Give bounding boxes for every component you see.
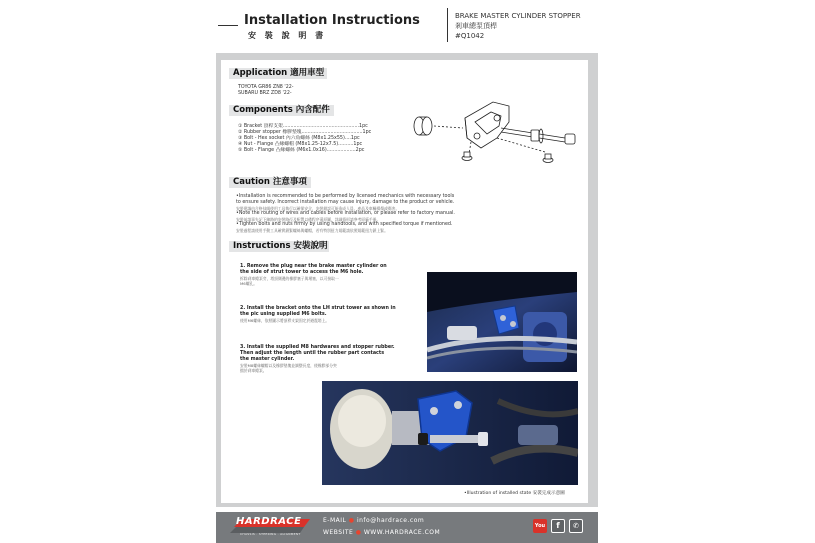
brand-tagline: CHASSIS · STEERING · ALIGNMENT [240, 532, 301, 536]
parts-exploded-diagram [405, 92, 585, 170]
caution-line-cn: 安裝前請事先記下線路的安裝路徑及配置以備程序還原圖，詳細情形請參考原廠手冊。 [236, 217, 381, 222]
wechat-icon[interactable]: ✆ [569, 519, 583, 533]
vehicle-item: SUBARU BRZ ZD8 '22- [238, 91, 292, 96]
website-url[interactable]: WWW.HARDRACE.COM [363, 529, 441, 536]
page-subtitle: 安 裝 說 明 書 [248, 31, 327, 40]
brand-logo-text: HARDRACE [236, 516, 302, 527]
facebook-icon[interactable]: f [551, 519, 565, 533]
instructions-heading: Instructions 安裝說明 [229, 241, 329, 252]
product-info [455, 11, 581, 41]
email-address[interactable]: info@hardrace.com [356, 517, 425, 524]
separator-dot: ● [348, 517, 355, 524]
caution-line: •Installation is recommended to be performed by licensed mechanics with necessary tools [236, 194, 455, 199]
flange-nut-drawing [531, 129, 543, 143]
caution-line-cn: 安裝過程請使用手動工具確實鎖緊螺絲與螺帽，若有特別扭力規範請依照規範扭力鎖上緊。 [236, 228, 388, 233]
product-name: BRAKE MASTER CYLINDER STOPPER [455, 12, 581, 20]
application-heading: Application 適用車型 [229, 68, 327, 79]
step-text: the master cylinder. [240, 357, 295, 362]
component-item: ⑤ Bolt - Flange 凸緣螺絲 (M6x1.0x16)...................2pc [238, 148, 365, 153]
caution-list [236, 194, 455, 233]
components-list [238, 124, 371, 154]
email-label: E-MAIL [323, 517, 347, 524]
step-text-cn: 安裝M8螺絲螺帽以及橡膠墊塊並調整長度，使橡膠部分突 [240, 363, 337, 368]
footer-website[interactable] [323, 529, 440, 536]
caution-line-cn: 安裝建議由合格技師使用工具執行以確保安全，安裝錯誤可能造成人員、產品及車輛損傷或傷害。 [236, 206, 400, 211]
step-text: 3. Install the supplied M8 hardwares and stopper rubber. [240, 345, 395, 350]
caution-line: •Tighten bolts and nuts firmly by using handtools, and with specified torque if mentioned. [236, 222, 453, 227]
step-text: 2. Install the bracket onto the LH strut tower as shown in [240, 306, 396, 311]
website-label: WEBSITE [323, 529, 354, 536]
step-text: Then adjust the length until the rubber part contacts [240, 351, 385, 356]
installed-state-photo [322, 381, 578, 485]
caution-line: •Note the routing of wires and cables before installation, or please refer to factory manual. [236, 211, 455, 216]
header-rule [218, 25, 238, 26]
footer-email[interactable] [323, 517, 424, 524]
product-code: #Q1042 [455, 32, 485, 40]
instruction-step-2 [240, 306, 396, 323]
youtube-icon[interactable]: You [533, 519, 547, 533]
rubber-stopper-drawing [414, 117, 432, 135]
caution-heading: Caution 注意事項 [229, 177, 311, 188]
step-text-cn: 拆除剎車總泵旁，塔頂側邊的橡膠塞子與堵塞，以可接取一 [240, 276, 339, 281]
step-text-cn: 使用M6螺絲，依照圖示將頂桿支架固定於避震塔上。 [240, 318, 330, 323]
step-text: 1. Remove the plug near the brake master cylinder on [240, 264, 387, 269]
instruction-step-1 [240, 264, 387, 286]
step-text-cn: 擋於剎車總泵。 [240, 368, 267, 373]
page-title: Installation Instructions [244, 13, 420, 28]
component-item: ③ Bolt - Hex socket 內六角螺絲 (M8x1.25x55)....1pc [238, 136, 360, 141]
header-divider [447, 8, 448, 42]
bracket-drawing [465, 102, 509, 148]
product-name-cn: 剎車總泵頂桿 [455, 22, 497, 30]
instruction-step-3 [240, 345, 395, 373]
step-text: the side of strut tower to access the M6 hole. [240, 270, 364, 275]
components-heading: Components 內含配件 [229, 105, 334, 116]
component-item: ① Bracket 頂桿支架..................................................1pc [238, 124, 368, 129]
illustration-caption: •Illustration of installed state 安裝完成示意圖 [464, 491, 565, 496]
step-text-cn: M6螺孔。 [240, 281, 258, 286]
step-photo-strut-tower [427, 272, 577, 372]
component-item: ② Rubber stopper 橡膠墊塊........................................1pc [238, 130, 372, 135]
application-list [238, 85, 294, 97]
separator-dot: ● [355, 529, 362, 536]
component-item: ④ Nut - Flange 凸緣螺帽 (M8x1.25-12x7.5)..........1pc [238, 142, 363, 147]
step-text: the pic using supplied M6 bolts. [240, 312, 327, 317]
caution-line: to ensure safety. Incorrect installation may cause injury, damage to the product or vehicle. [236, 200, 455, 205]
vehicle-item: TOYOTA GR86 ZN8 '22- [238, 85, 294, 90]
